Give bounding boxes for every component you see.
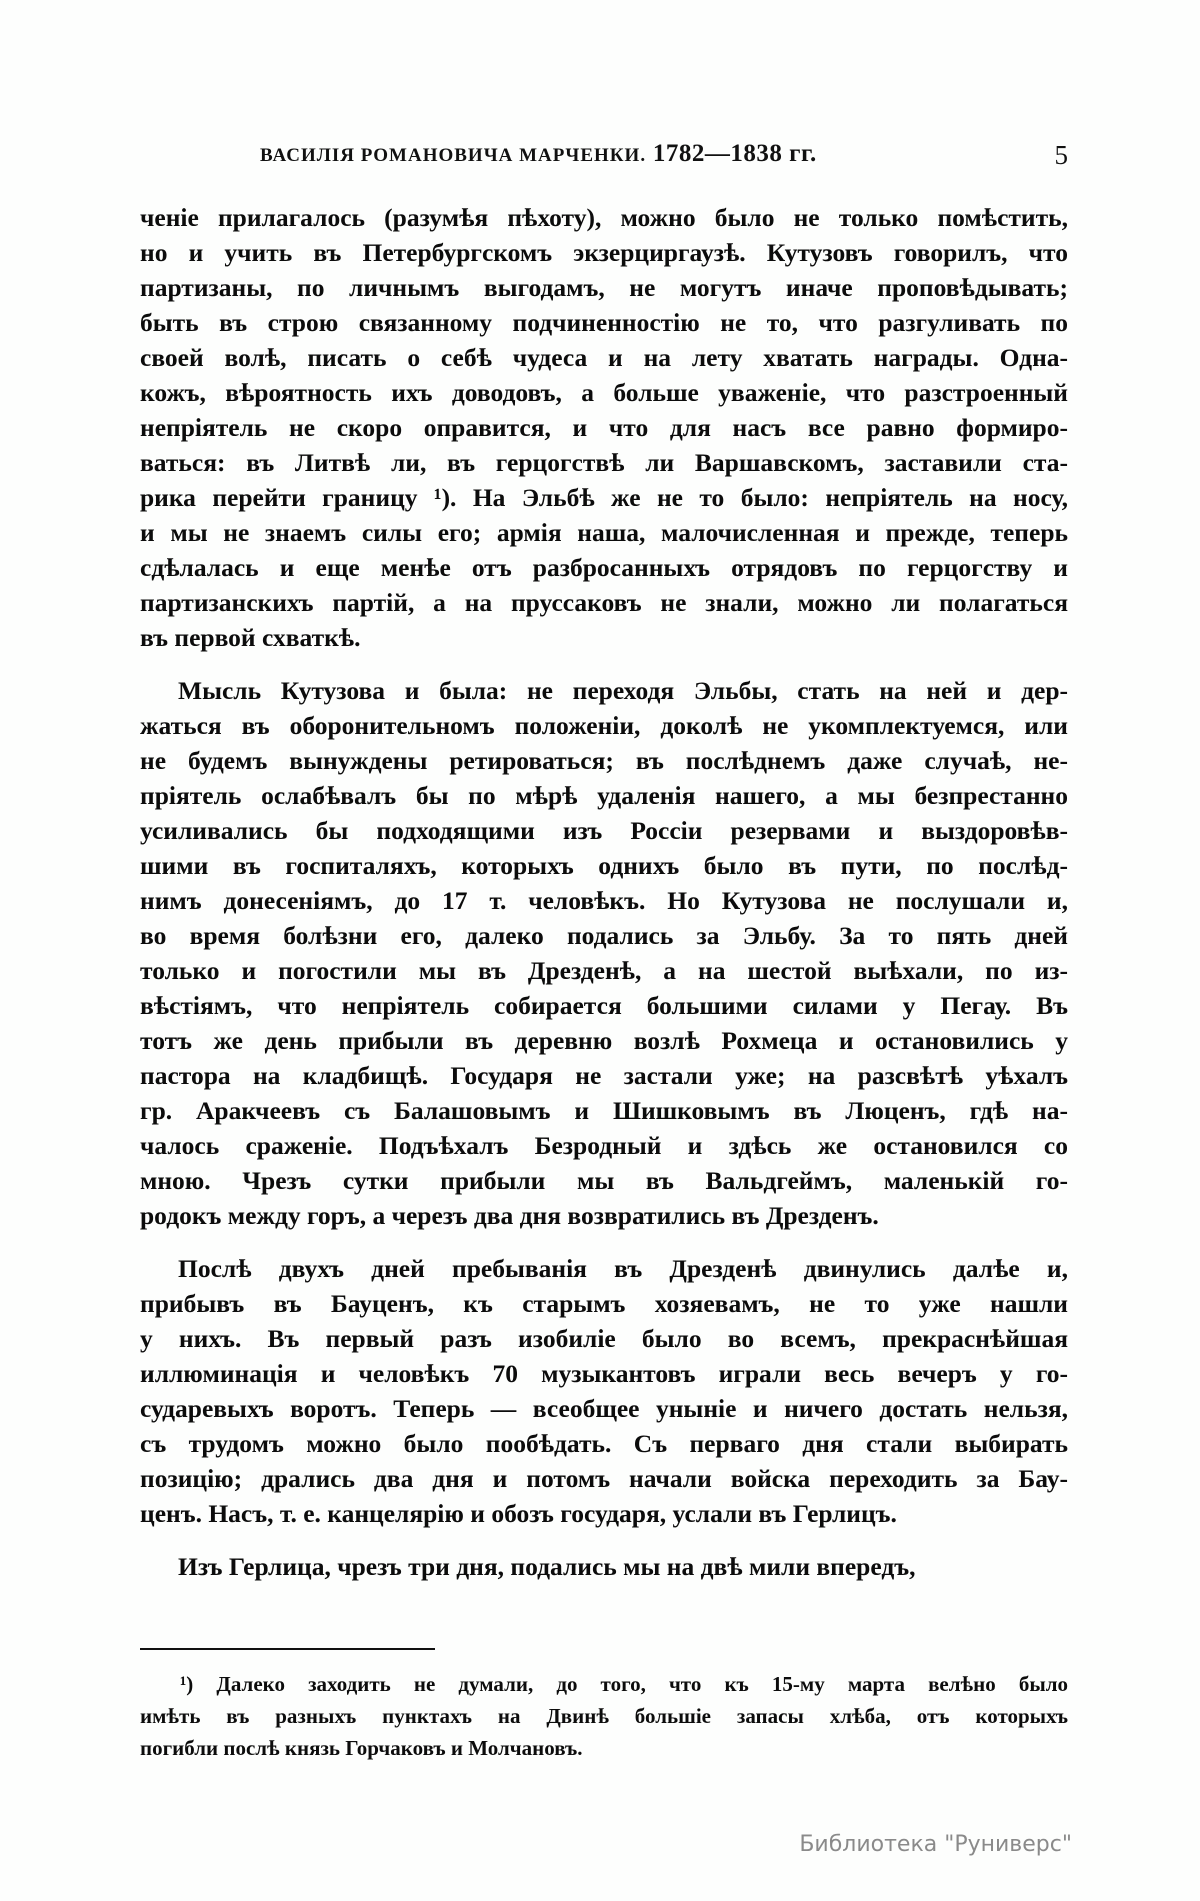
text-line: ценъ. Насъ, т. е. канцелярію и обозъ государя, услали въ Герлицъ. bbox=[140, 1499, 897, 1528]
running-title-name: ВАСИЛІЯ РОМАНОВИЧА МАРЧЕНКИ. bbox=[260, 145, 647, 166]
text-line: усиливались бы подходящими изъ Россіи резервами и выздоровѣв- bbox=[140, 816, 1068, 845]
text-line: Изъ Герлица, чрезъ три дня, подались мы на двѣ мили впередъ, bbox=[178, 1552, 916, 1581]
text-line: рика перейти границу ¹). На Эльбѣ же не то было: непріятель на носу, bbox=[140, 483, 1068, 512]
text-line: партизанскихъ партій, а на пруссаковъ не знали, можно ли полагаться bbox=[140, 588, 1068, 617]
footnotes bbox=[140, 1668, 1068, 1764]
text-line: гр. Аракчеевъ съ Балашовымъ и Шишковымъ въ Люценъ, гдѣ на- bbox=[140, 1096, 1068, 1125]
footnote-line: имѣть въ разныхъ пунктахъ на Двинѣ большіе запасы хлѣба, отъ которыхъ bbox=[140, 1704, 1068, 1728]
text-line: своей волѣ, писать о себѣ чудеса и на лету хватать награды. Одна- bbox=[140, 343, 1068, 372]
footnote-line: погибли послѣ князь Горчаковъ и Молчановъ. bbox=[140, 1736, 583, 1760]
text-line: быть въ строю связанному подчиненностію не то, что разгуливать по bbox=[140, 308, 1068, 337]
text-line: позицію; дрались два дня и потомъ начали войска переходить за Бау- bbox=[140, 1464, 1068, 1493]
text-line: кожъ, вѣроятность ихъ доводовъ, а больше уваженіе, что разстроенный bbox=[140, 378, 1068, 407]
paragraph bbox=[140, 673, 1068, 1233]
text-line: вѣстіямъ, что непріятель собирается большими силами у Пегау. Въ bbox=[140, 991, 1068, 1020]
text-line: иллюминація и человѣкъ 70 музыкантовъ играли весь вечеръ у го- bbox=[140, 1359, 1068, 1388]
text-line: но и учить въ Петербургскомъ экзерциргаузѣ. Кутузовъ говорилъ, что bbox=[140, 238, 1068, 267]
paragraph bbox=[140, 1549, 1068, 1584]
text-line: шими въ госпиталяхъ, которыхъ однихъ было въ пути, по послѣд- bbox=[140, 851, 1068, 880]
text-line: ченіе прилагалось (разумѣя пѣхоту), можно было не только помѣстить, bbox=[140, 203, 1068, 232]
page-header bbox=[140, 140, 1068, 176]
text-line: съ трудомъ можно было пообѣдать. Съ перваго дня стали выбирать bbox=[140, 1429, 1068, 1458]
footnote-separator bbox=[140, 1648, 435, 1650]
text-line: нимъ донесеніямъ, до 17 т. человѣкъ. Но Кутузова не послушали и, bbox=[140, 886, 1068, 915]
library-watermark: Библиотека "Руниверс" bbox=[799, 1832, 1072, 1857]
running-title bbox=[260, 140, 817, 168]
text-line: ваться: въ Литвѣ ли, въ герцогствѣ ли Варшавскомъ, заставили ста- bbox=[140, 448, 1068, 477]
text-line: чалось сраженіе. Подъѣхалъ Безродный и здѣсь же остановился со bbox=[140, 1131, 1068, 1160]
paragraph bbox=[140, 1251, 1068, 1531]
text-line: сударевыхъ воротъ. Теперь — всеобщее уныніе и ничего достать нельзя, bbox=[140, 1394, 1068, 1423]
text-line: непріятель не скоро оправится, и что для насъ все равно формиро- bbox=[140, 413, 1068, 442]
text-line: въ первой схваткѣ. bbox=[140, 623, 361, 652]
text-line: жаться въ оборонительномъ положеніи, доколѣ не укомплектуемся, или bbox=[140, 711, 1068, 740]
text-line: сдѣлалась и еще менѣе отъ разбросанныхъ отрядовъ по герцогству и bbox=[140, 553, 1068, 582]
text-line: у нихъ. Въ первый разъ изобиліе было во всемъ, прекраснѣйшая bbox=[140, 1324, 1068, 1353]
text-line: партизаны, по личнымъ выгодамъ, не могутъ иначе проповѣдывать; bbox=[140, 273, 1068, 302]
body-text bbox=[140, 200, 1068, 1584]
footnote-line: ¹) Далеко заходить не думали, до того, что къ 15-му марта велѣно было bbox=[180, 1672, 1068, 1696]
text-line: родокъ между горъ, а черезъ два дня возвратились въ Дрезденъ. bbox=[140, 1201, 879, 1230]
text-line: Мысль Кутузова и была: не переходя Эльбы, стать на ней и дер- bbox=[178, 676, 1068, 705]
text-line: Послѣ двухъ дней пребыванія въ Дрезденѣ двинулись далѣе и, bbox=[178, 1254, 1068, 1283]
text-line: прибывъ въ Бауценъ, къ старымъ хозяевамъ, не то уже нашли bbox=[140, 1289, 1068, 1318]
text-line: пріятель ослабѣвалъ бы по мѣрѣ удаленія нашего, а мы безпрестанно bbox=[140, 781, 1068, 810]
paragraph bbox=[140, 200, 1068, 655]
text-line: только и погостили мы въ Дрезденѣ, а на шестой выѣхали, по из- bbox=[140, 956, 1068, 985]
page-number: 5 bbox=[1054, 140, 1068, 170]
text-line: тотъ же день прибыли въ деревню возлѣ Рохмеца и остановились у bbox=[140, 1026, 1068, 1055]
text-line: не будемъ вынуждены ретироваться; въ послѣднемъ даже случаѣ, не- bbox=[140, 746, 1068, 775]
text-line: и мы не знаемъ силы его; армія наша, малочисленная и прежде, теперь bbox=[140, 518, 1068, 547]
running-title-years: 1782—1838 гг. bbox=[652, 140, 817, 167]
text-line: пастора на кладбищѣ. Государя не застали уже; на разсвѣтѣ уѣхалъ bbox=[140, 1061, 1068, 1090]
text-line: мною. Чрезъ сутки прибыли мы въ Вальдгеймъ, маленькій го- bbox=[140, 1166, 1068, 1195]
text-line: во время болѣзни его, далеко подались за Эльбу. За то пять дней bbox=[140, 921, 1068, 950]
